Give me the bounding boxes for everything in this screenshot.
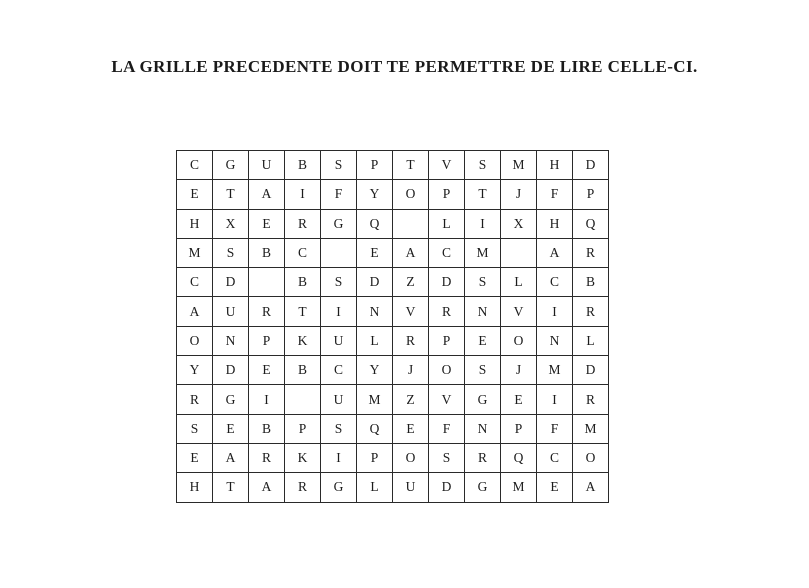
grid-cell: P [357, 151, 393, 180]
grid-cell: C [285, 238, 321, 267]
grid-cell: F [321, 180, 357, 209]
grid-cell: A [573, 473, 609, 502]
grid-cell: Q [357, 414, 393, 443]
grid-cell: D [213, 356, 249, 385]
grid-row [177, 180, 609, 209]
grid-cell: A [537, 238, 573, 267]
grid-cell: T [285, 297, 321, 326]
grid-cell: G [213, 385, 249, 414]
grid-cell-blank [501, 238, 537, 267]
grid-cell-blank [321, 238, 357, 267]
grid-row [177, 238, 609, 267]
grid-cell: D [573, 151, 609, 180]
grid-cell: G [465, 385, 501, 414]
grid-cell: E [465, 326, 501, 355]
grid-cell: U [249, 151, 285, 180]
grid-cell: S [465, 356, 501, 385]
grid-cell: J [501, 180, 537, 209]
grid-cell: P [501, 414, 537, 443]
grid-cell-blank [285, 385, 321, 414]
grid-cell: A [213, 443, 249, 472]
grid-cell: E [393, 414, 429, 443]
grid-cell: B [249, 238, 285, 267]
grid-cell: A [393, 238, 429, 267]
grid-cell: C [537, 443, 573, 472]
grid-cell: D [213, 268, 249, 297]
grid-cell: G [321, 209, 357, 238]
grid-cell: E [249, 356, 285, 385]
grid-cell: M [537, 356, 573, 385]
grid-cell: X [501, 209, 537, 238]
grid-cell: O [177, 326, 213, 355]
grid-cell: V [429, 385, 465, 414]
grid-cell: F [537, 414, 573, 443]
grid-cell: E [357, 238, 393, 267]
grid-cell: P [249, 326, 285, 355]
grid-cell: I [321, 443, 357, 472]
grid-row [177, 473, 609, 502]
grid-cell: H [177, 473, 213, 502]
grid-cell: D [429, 268, 465, 297]
grid-cell: V [429, 151, 465, 180]
grid-cell: R [429, 297, 465, 326]
grid-cell: R [285, 473, 321, 502]
grid-cell: Q [573, 209, 609, 238]
grid-cell: U [393, 473, 429, 502]
grid-cell: F [537, 180, 573, 209]
grid-cell: L [501, 268, 537, 297]
grid-cell: J [393, 356, 429, 385]
grid-row [177, 297, 609, 326]
grid-cell: M [501, 473, 537, 502]
grid-row [177, 209, 609, 238]
grid-cell: U [213, 297, 249, 326]
grid-cell: J [501, 356, 537, 385]
grid-cell: L [357, 326, 393, 355]
grid-cell: T [393, 151, 429, 180]
grid-cell: E [177, 443, 213, 472]
grid-cell: I [465, 209, 501, 238]
letter-grid [176, 150, 609, 503]
grid-cell: O [393, 180, 429, 209]
grid-cell: N [465, 297, 501, 326]
grid-cell: E [177, 180, 213, 209]
grid-cell: I [249, 385, 285, 414]
grid-cell: M [357, 385, 393, 414]
grid-cell: S [429, 443, 465, 472]
grid-cell: H [177, 209, 213, 238]
grid-cell: I [537, 297, 573, 326]
grid-cell: M [501, 151, 537, 180]
grid-cell: C [321, 356, 357, 385]
grid-cell: N [465, 414, 501, 443]
grid-cell: E [501, 385, 537, 414]
grid-cell: S [321, 414, 357, 443]
grid-cell: Y [357, 180, 393, 209]
grid-cell: M [573, 414, 609, 443]
grid-cell: R [393, 326, 429, 355]
page-title: LA GRILLE PRECEDENTE DOIT TE PERMETTRE DE LIRE CELLE-CI. [111, 57, 698, 76]
grid-cell: C [537, 268, 573, 297]
grid-cell: K [285, 443, 321, 472]
grid-row [177, 356, 609, 385]
grid-cell: R [465, 443, 501, 472]
grid-row [177, 443, 609, 472]
grid-cell: V [501, 297, 537, 326]
grid-cell: X [213, 209, 249, 238]
grid-cell: B [285, 356, 321, 385]
grid-cell: T [213, 180, 249, 209]
grid-cell: M [177, 238, 213, 267]
grid-cell: N [537, 326, 573, 355]
grid-row [177, 268, 609, 297]
grid-cell: S [321, 268, 357, 297]
grid-cell: P [429, 180, 465, 209]
grid-cell: P [429, 326, 465, 355]
grid-cell: S [213, 238, 249, 267]
grid-cell: A [249, 180, 285, 209]
grid-cell: G [213, 151, 249, 180]
grid-cell: R [177, 385, 213, 414]
grid-cell: C [177, 151, 213, 180]
grid-cell: E [249, 209, 285, 238]
grid-cell: P [357, 443, 393, 472]
grid-cell: Z [393, 385, 429, 414]
grid-cell: R [249, 297, 285, 326]
grid-cell: R [573, 297, 609, 326]
grid-cell: R [573, 238, 609, 267]
grid-cell: S [177, 414, 213, 443]
grid-cell: S [465, 268, 501, 297]
grid-cell: E [213, 414, 249, 443]
grid-cell: P [285, 414, 321, 443]
grid-cell: I [285, 180, 321, 209]
grid-cell: B [249, 414, 285, 443]
grid-cell: C [177, 268, 213, 297]
grid-cell: N [357, 297, 393, 326]
grid-cell: U [321, 326, 357, 355]
grid-cell: P [573, 180, 609, 209]
grid-cell: E [537, 473, 573, 502]
grid-row [177, 414, 609, 443]
grid-cell-blank [393, 209, 429, 238]
grid-cell: D [429, 473, 465, 502]
grid-cell: M [465, 238, 501, 267]
grid-cell: D [573, 356, 609, 385]
grid-cell: L [573, 326, 609, 355]
grid-cell: Z [393, 268, 429, 297]
grid-cell: T [213, 473, 249, 502]
grid-cell: D [357, 268, 393, 297]
grid-cell: B [285, 151, 321, 180]
grid-cell: Q [357, 209, 393, 238]
grid-cell: C [429, 238, 465, 267]
grid-cell: T [465, 180, 501, 209]
grid-cell: B [573, 268, 609, 297]
grid-cell: L [429, 209, 465, 238]
grid-cell: U [321, 385, 357, 414]
grid-cell: I [537, 385, 573, 414]
grid-cell: H [537, 209, 573, 238]
grid-row [177, 151, 609, 180]
grid-row [177, 326, 609, 355]
grid-cell: I [321, 297, 357, 326]
grid-cell-blank [249, 268, 285, 297]
grid-cell: O [393, 443, 429, 472]
grid-cell: H [537, 151, 573, 180]
grid-cell: B [285, 268, 321, 297]
grid-cell: Y [357, 356, 393, 385]
grid-cell: S [321, 151, 357, 180]
grid-cell: V [393, 297, 429, 326]
grid-cell: R [249, 443, 285, 472]
grid-cell: F [429, 414, 465, 443]
grid-cell: Y [177, 356, 213, 385]
grid-cell: R [573, 385, 609, 414]
grid-cell: A [249, 473, 285, 502]
grid-cell: O [429, 356, 465, 385]
letter-grid-body [177, 151, 609, 503]
grid-cell: Q [501, 443, 537, 472]
grid-cell: R [285, 209, 321, 238]
grid-cell: L [357, 473, 393, 502]
grid-cell: G [465, 473, 501, 502]
grid-cell: A [177, 297, 213, 326]
grid-row [177, 385, 609, 414]
grid-cell: O [573, 443, 609, 472]
grid-cell: G [321, 473, 357, 502]
grid-cell: K [285, 326, 321, 355]
grid-cell: N [213, 326, 249, 355]
grid-cell: O [501, 326, 537, 355]
grid-cell: S [465, 151, 501, 180]
